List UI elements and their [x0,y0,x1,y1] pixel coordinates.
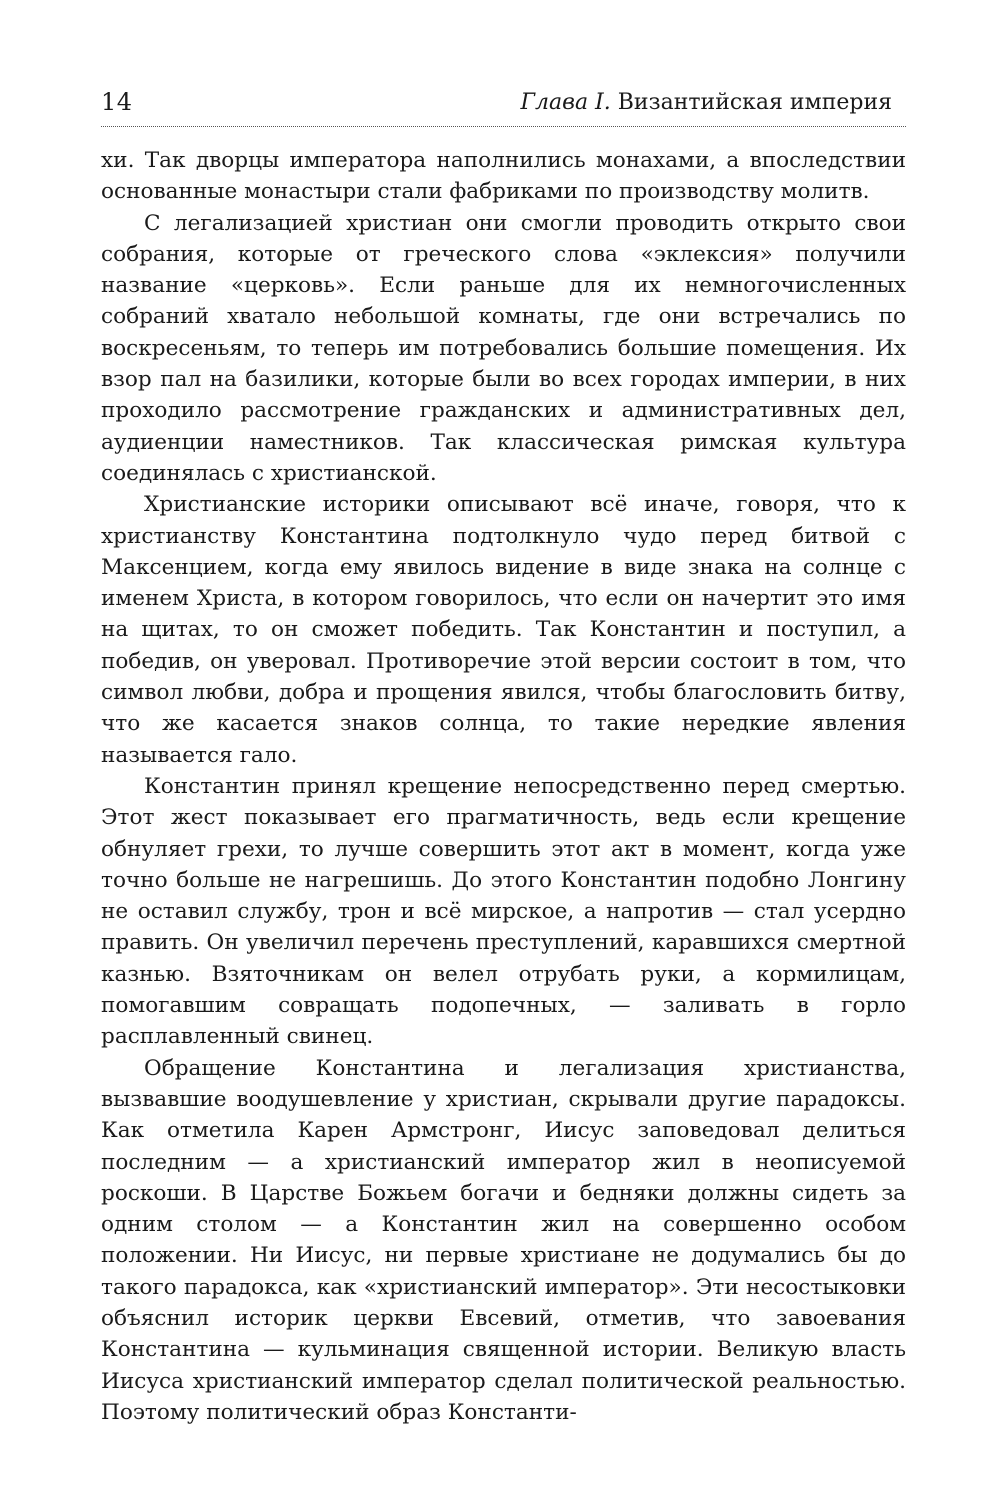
paragraph: Христианские историки описывают всё иначе, говоря, что к христианству Константина подтолкнуло чудо перед битвой с Максенцием, когда ему явилось видение в виде знака на солнце с именем Христа, в котором говорилось, что если он начертит это имя на щитах, то он сможет победить. Так Константин и поступил, а победив, он уверовал. Противоречие этой версии состоит в том, что символ любви, добра и прощения явился, чтобы благословить битву, что же касается знаков солнца, то такие нередкие явления называется гало. [101,492,906,768]
paragraph: Обращение Константина и легализация христианства, вызвавшие воодушевление у христиан, скрывали другие парадоксы. Как отметила Карен Армстронг, Иисус заповедовал делиться последним — а христианский император жил в неописуемой роскоши. В Царстве Божьем богачи и бедняки должны сидеть за одним столом — а Константин жил на совершенно особом положении. Ни Иисус, ни первые христиане не додумались бы до такого парадокса, как «христианский император». Эти несостыковки объяснил историк церкви Евсевий, отметив, что завоевания Константина — кульминация священной истории. Великую власть Иисуса христианский император сделал политической реальностью. Поэтому политический образ Константи- [101,1055,906,1425]
body-text [101,145,906,1428]
chapter-heading [520,90,892,115]
page-number: 14 [101,88,133,116]
chapter-title: Византийская империя [617,90,892,115]
paragraph: С легализацией христиан они смогли проводить открыто свои собрания, которые от греческого слова «эклексия» получили название «церковь». Если раньше для их немногочисленных собраний хватало небольшой комнаты, где они встречались по воскресеньям, то теперь им потребовались большие помещения. Их взор пал на базилики, которые были во всех городах империи, в них проходило рассмотрение гражданских и административных дел, аудиенции наместников. Так классическая римская культура соединялась с христианской. [101,210,906,486]
paragraph: Константин принял крещение непосредственно перед смертью. Этот жест показывает его прагматичность, ведь если крещение обнуляет грехи, то лучше совершить этот акт в момент, когда уже точно больше не нагрешишь. До этого Константин подобно Лонгину не оставил службу, трон и всё мирское, а напротив — стал усердно править. Он увеличил перечень преступлений, каравшихся смертной казнью. Взяточникам он велел отрубать руки, а кормилицам, помогавшим совращать подопечных, — заливать в горло расплавленный свинец. [101,773,906,1050]
book-page [101,86,906,1428]
paragraph: хи. Так дворцы императора наполнились монахами, а впоследствии основанные монастыри стали фабриками по производству молитв. [101,148,906,205]
running-header [101,86,906,127]
chapter-label: Глава I. [520,90,611,115]
